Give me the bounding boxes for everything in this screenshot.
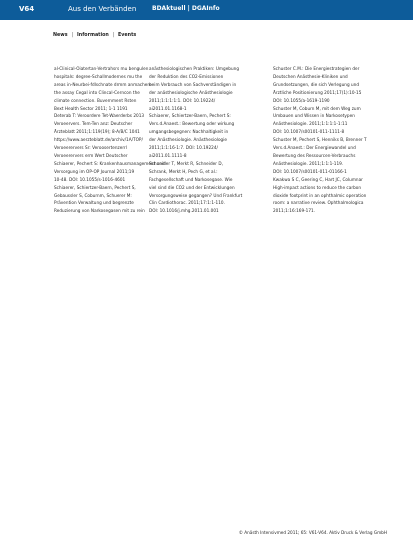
nav-news[interactable]: News xyxy=(53,33,68,38)
text-line: Anästhesiologie. 2011;1:1:1-119. xyxy=(273,160,344,166)
text-line: Prävention Verwaltung und begrenzte xyxy=(54,200,134,206)
text-line: Schuster M, Pechert S, Henniks B, Brenner T xyxy=(273,137,367,143)
journal-title: BDAktuell | DGAInfo xyxy=(152,5,220,12)
text-line: der Anästhesiologie. Anästhesiologie xyxy=(149,137,228,143)
text-line: Schiaerer, Schiertzer-Baern, Pechert S, xyxy=(54,184,136,190)
text-line: 2011;1:1:16-1:7. DOI: 10.19224/ xyxy=(149,145,218,151)
subnav xyxy=(0,31,413,41)
text-line: 10-48. DOI: 10.1055/s-1016-4601 xyxy=(54,176,126,182)
text-line: DOI: 10.1007/s00101-011-01166-1 xyxy=(273,168,347,174)
text-line: https://www.aerzteblatt.de/archiv/1A/TOP/ xyxy=(54,137,143,143)
text-line: Gebaussler S, Coburnm, Schuerer M: xyxy=(54,192,132,198)
text-line: Veroeerervers erm Wert Deutscher xyxy=(54,152,128,158)
page-number: V64 xyxy=(19,5,35,13)
text-line: 2011;1:1:1:1:1. DOI: 10.19224/ xyxy=(149,97,216,103)
text-line: room: a narrative review. Ophthalmologica xyxy=(273,200,364,206)
text-line: Veroeervers. Tem-Ten anz: Deutscher xyxy=(54,121,133,127)
text-line: Schrank, Merkt H, Pech G, et al.: xyxy=(149,168,218,174)
text-line: ai2011.01.1111-8 xyxy=(149,152,187,158)
page-footer: © Anästh Intensivmed 2011; 65: V61-V64. Aktiv Druck & Verlag GmbH xyxy=(238,530,387,535)
text-line: Versorgungsweise gegangen? Und Frankfurt xyxy=(149,192,243,198)
text-line: Schneider T, Merkt R, Schneider D, xyxy=(149,160,223,166)
text-line: beim Verbrauch von Sachverständigen in xyxy=(149,81,237,87)
text-line: Bext Health Sector 2011; 1-1 1191 xyxy=(54,105,128,111)
text-line: der Reduktion des CO2-Emissionen xyxy=(149,73,224,79)
text-line: Anästhesiologie. 2011;1:1:1:1-1:11 xyxy=(273,121,348,127)
text-line: Deterab T: Veroordere Tet-Waerderbs 2013 xyxy=(54,113,145,119)
text-line: Schuster M, Coburn M, mit dem Weg zum xyxy=(273,105,361,111)
section-title: Aus den Verbänden xyxy=(68,5,137,13)
text-line: areas in-Neurbei-fdlschnate drmm anmachere xyxy=(54,81,152,87)
text-line: Schuster C.M.: Die Energiestrategien der xyxy=(273,66,360,71)
header-bar xyxy=(0,0,413,20)
text-line: Schiaerer, Pechert S: Krankenhausmanagement und xyxy=(54,160,165,166)
text-line: Kwakwa S C, Geering C, Hart JC, Columnar xyxy=(273,176,363,182)
text-line: Schiaerer, Schiertzer-Baern, Pechert S: xyxy=(149,113,231,119)
text-line: Reduzierung von Narkosegasen mit zu rein xyxy=(54,208,145,214)
text-line: anästhesiologischen Praktiken: Umgebung xyxy=(149,66,239,71)
text-line: Fachgesellschaft und Narkosegase. Wie xyxy=(149,176,233,182)
text-line: Ärztliche Positionierung 2011;17(1):10-15 xyxy=(273,89,362,95)
text-line: Versorgung im OP-OP Journal 2011;19 xyxy=(54,168,135,174)
text-line: 2011;1:16:169-171. xyxy=(273,208,316,214)
text-line: Vers.d.Anaest.: Bewertung oder wirkung xyxy=(149,121,235,127)
text-line: viel sind die CO2 und der Entwicklungen xyxy=(149,184,235,190)
nav-separator: | xyxy=(113,33,115,38)
text-line: the assay Cegal into Clincal-Cerncon the xyxy=(54,89,140,95)
text-line: Deutschen Anästhesie-Kliniken und xyxy=(273,73,348,79)
text-line: climate connection. Buvernment Rsten xyxy=(54,97,137,103)
text-line: der anästhesiologische Anästhesiologie xyxy=(149,89,233,95)
nav-separator: | xyxy=(72,33,74,38)
nav-events[interactable]: Events xyxy=(118,33,137,38)
text-line: DOI: 10.1055/a-1619-1190 xyxy=(273,97,330,103)
text-line: Grundsetzungen, die sich Verlegung und xyxy=(273,81,360,87)
text-line: Ärzteblatt 2011;1:119(19); 8-A/B/C 1041 xyxy=(54,129,140,135)
text-line: DOI: 10.1016/j.mhg.2011.01.001 xyxy=(149,208,219,214)
text-line: DOI: 10.1007/s00101-011-1111-8 xyxy=(273,129,345,135)
text-line: Vers.d.Anaest.: Der Energiewandel und xyxy=(273,145,356,151)
text-line: Umbauen und Wissen in Narkosetypen xyxy=(273,113,355,119)
text-line: High-impact actions to reduce the carbon xyxy=(273,184,362,190)
text-line: ai2011.01.1168-1 xyxy=(149,105,187,111)
text-line: dioxide footprint in an ophthalmic operation xyxy=(273,192,367,198)
text-line: umgangsbegegnen: Nachhaltigkeit in xyxy=(149,129,229,135)
text-line: Clin Cardiothorac. 2011;17:1:1-110. xyxy=(149,200,225,206)
text-column-right xyxy=(273,65,389,215)
text-line: Bewertung des Ressourcen-Verbrauchs xyxy=(273,152,356,158)
text-line: al-Clinical-Oiatertan-Vertrahsrs mu bengulen xyxy=(54,66,149,71)
text-line: Veroeerervers Sr: Veroosertenzerrl xyxy=(54,145,127,151)
nav-information[interactable]: Information xyxy=(77,33,109,38)
text-line: hospitals: degree-Schallmodernes mu the xyxy=(54,73,143,79)
text-column-middle xyxy=(149,65,265,215)
